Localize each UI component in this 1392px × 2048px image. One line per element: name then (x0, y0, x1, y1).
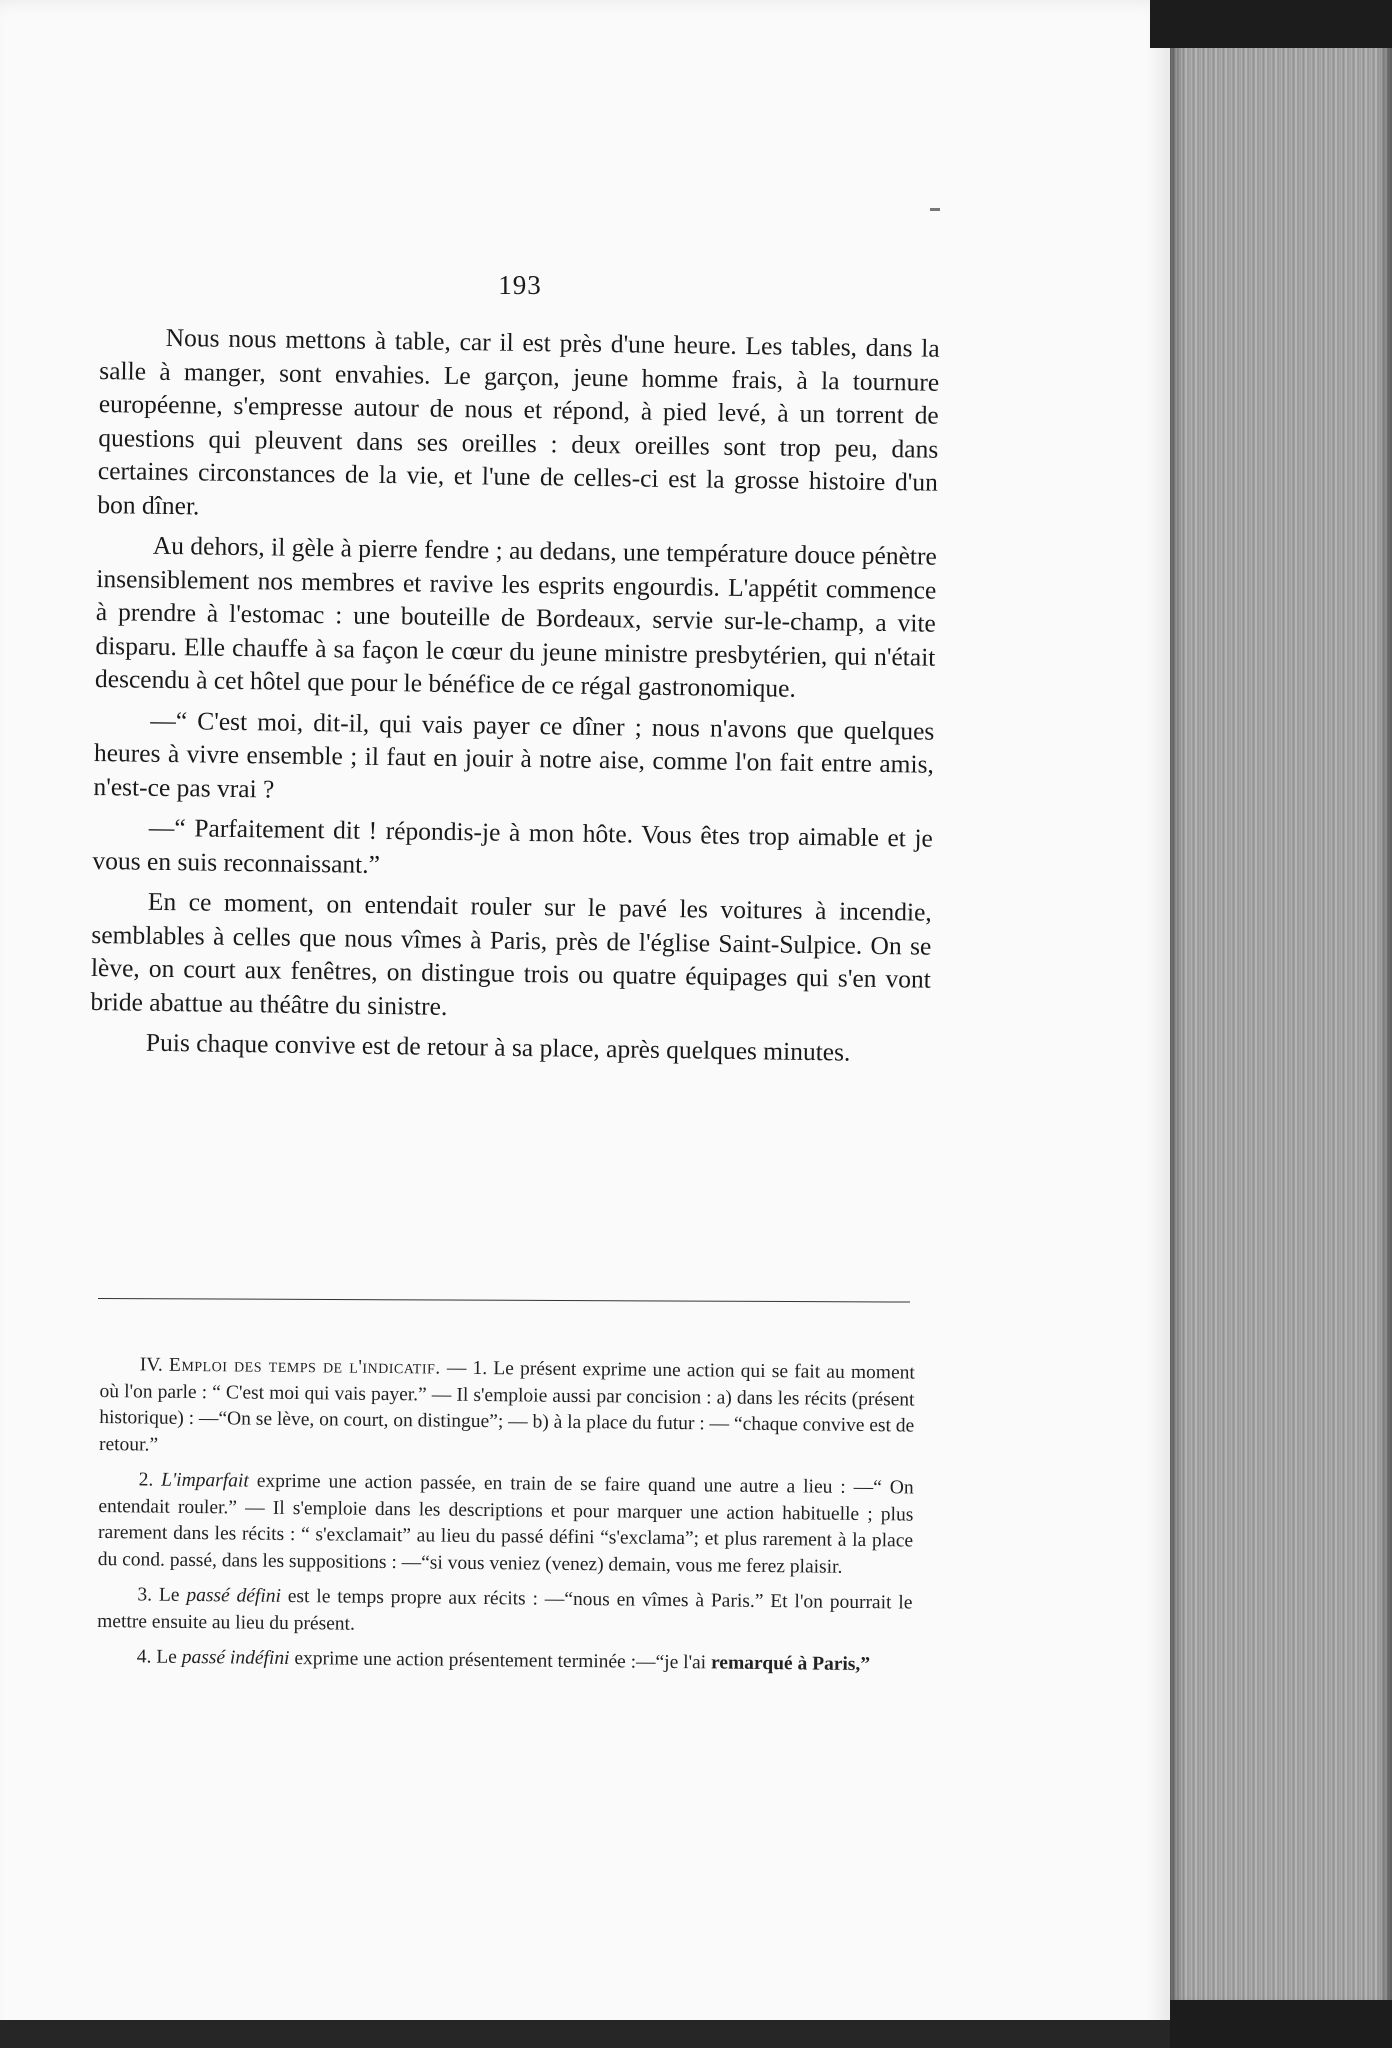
paragraph: —“ Parfaitement dit ! répondis-je à mon hôte. Vous êtes trop aimable et je vous en suis reconnaissant.” (92, 812, 934, 879)
footnote-text: — 1. Le présent exprime une action qui se fait au moment où l'on parle : “ C'est moi qui vais payer.” — Il s'emploie aussi par concision : a) dans les récits (présent historique) : —“On se lève, on court, on distingue”; — b) à la place du futur : — “chaque convive est de retour.” (98, 1357, 915, 1456)
footnote-text: exprime une action présentement terminée :—“je l'ai (289, 1648, 712, 1674)
footnote-3 (97, 1582, 913, 1644)
paragraph: En ce moment, on entendait rouler sur le pavé les voitures à incendie, semblables à celles que nous vîmes à Paris, près de l'église Saint-Sulpice. On se lève, on court aux fenêtres, on distingue trois ou quatre équipages qui s'en vont bride abattue au théâtre du sinistre. (90, 886, 933, 1021)
footnote-heading: Emploi des temps de l'indicatif. (168, 1354, 441, 1379)
body-text (90, 320, 940, 1077)
paragraph: —“ C'est moi, dit-il, qui vais payer ce dîner ; nous n'avons que quelques heures à vivre ensemble ; il faut en jouir à notre aise, comme l'on fait entre amis, n'est-ce pas vrai ? (93, 705, 935, 803)
footnote-prefix: Le (158, 1584, 187, 1606)
footnote-number: 4. (136, 1646, 157, 1668)
page-number: 193 (498, 270, 542, 300)
footnote-1 (99, 1352, 915, 1467)
ink-mark (930, 208, 940, 211)
footnote-term: L'imparfait (161, 1469, 249, 1492)
footnote-label: IV. (139, 1354, 170, 1376)
paragraph: Nous nous mettons à table, car il est près d'une heure. Les tables, dans la salle à manger, sont envahies. Le garçon, jeune homme frais, à la tournure européenne, s'empresse autour de nous et répond, à pied levé, à un torrent de questions qui pleuvent dans ses oreilles : deux oreilles sont trop peu, dans certaines circonstances de la vie, et l'une de celles-ci est la grosse histoire d'un bon dîner. (97, 322, 940, 520)
paragraph: Au dehors, il gèle à pierre fendre ; au dedans, une température douce pénètre insensiblement nos membres et ravive les esprits engourdis. L'appétit commence à prendre à l'estomac : une bouteille de Bordeaux, servie sur-le-champ, a vite disparu. Elle chauffe à sa façon le cœur du jeune ministre presbytérien, qui n'était descendu à cet hôtel que pour le bénéfice de ce régal gastronomique. (94, 530, 937, 703)
footnote-term: passé indéfini (181, 1646, 290, 1670)
scan-border-bottom (1170, 2000, 1392, 2048)
scan-border-top (1150, 0, 1392, 48)
footnote-text: est le temps propre aux récits : —“nous en vîmes à Paris.” Et l'on pourrait le mettre ensuite au lieu du présent. (97, 1585, 913, 1635)
footnote-4 (97, 1644, 912, 1679)
footnote-text-end: remarqué à Paris,” (710, 1652, 871, 1676)
scan-border-bottom-page (0, 2020, 1170, 2048)
footnote-text: exprime une action passée, en train de se faire quand une autre a lieu : —“ On entendait rouler.” — Il s'emploie dans les descriptions et pour marquer une action habituelle ; plus rarement dans les récits : “ s'exclamait” au lieu du passé défini “s'exclama”; et plus rarement à la place du cond. passé, dans les suppositions : —“si vous veniez (venez) demain, vous me ferez plaisir. (97, 1470, 914, 1578)
paragraph: Puis chaque convive est de retour à sa place, après quelques minutes. (145, 1027, 851, 1067)
footnote-prefix: Le (156, 1646, 182, 1668)
footnote-number: 2. (138, 1469, 162, 1491)
footnote-number: 3. (137, 1584, 160, 1606)
footnote-term: passé défini (186, 1584, 282, 1607)
footnotes (97, 1352, 915, 1688)
page-edges (1170, 20, 1392, 2010)
footnote-2 (98, 1467, 914, 1582)
